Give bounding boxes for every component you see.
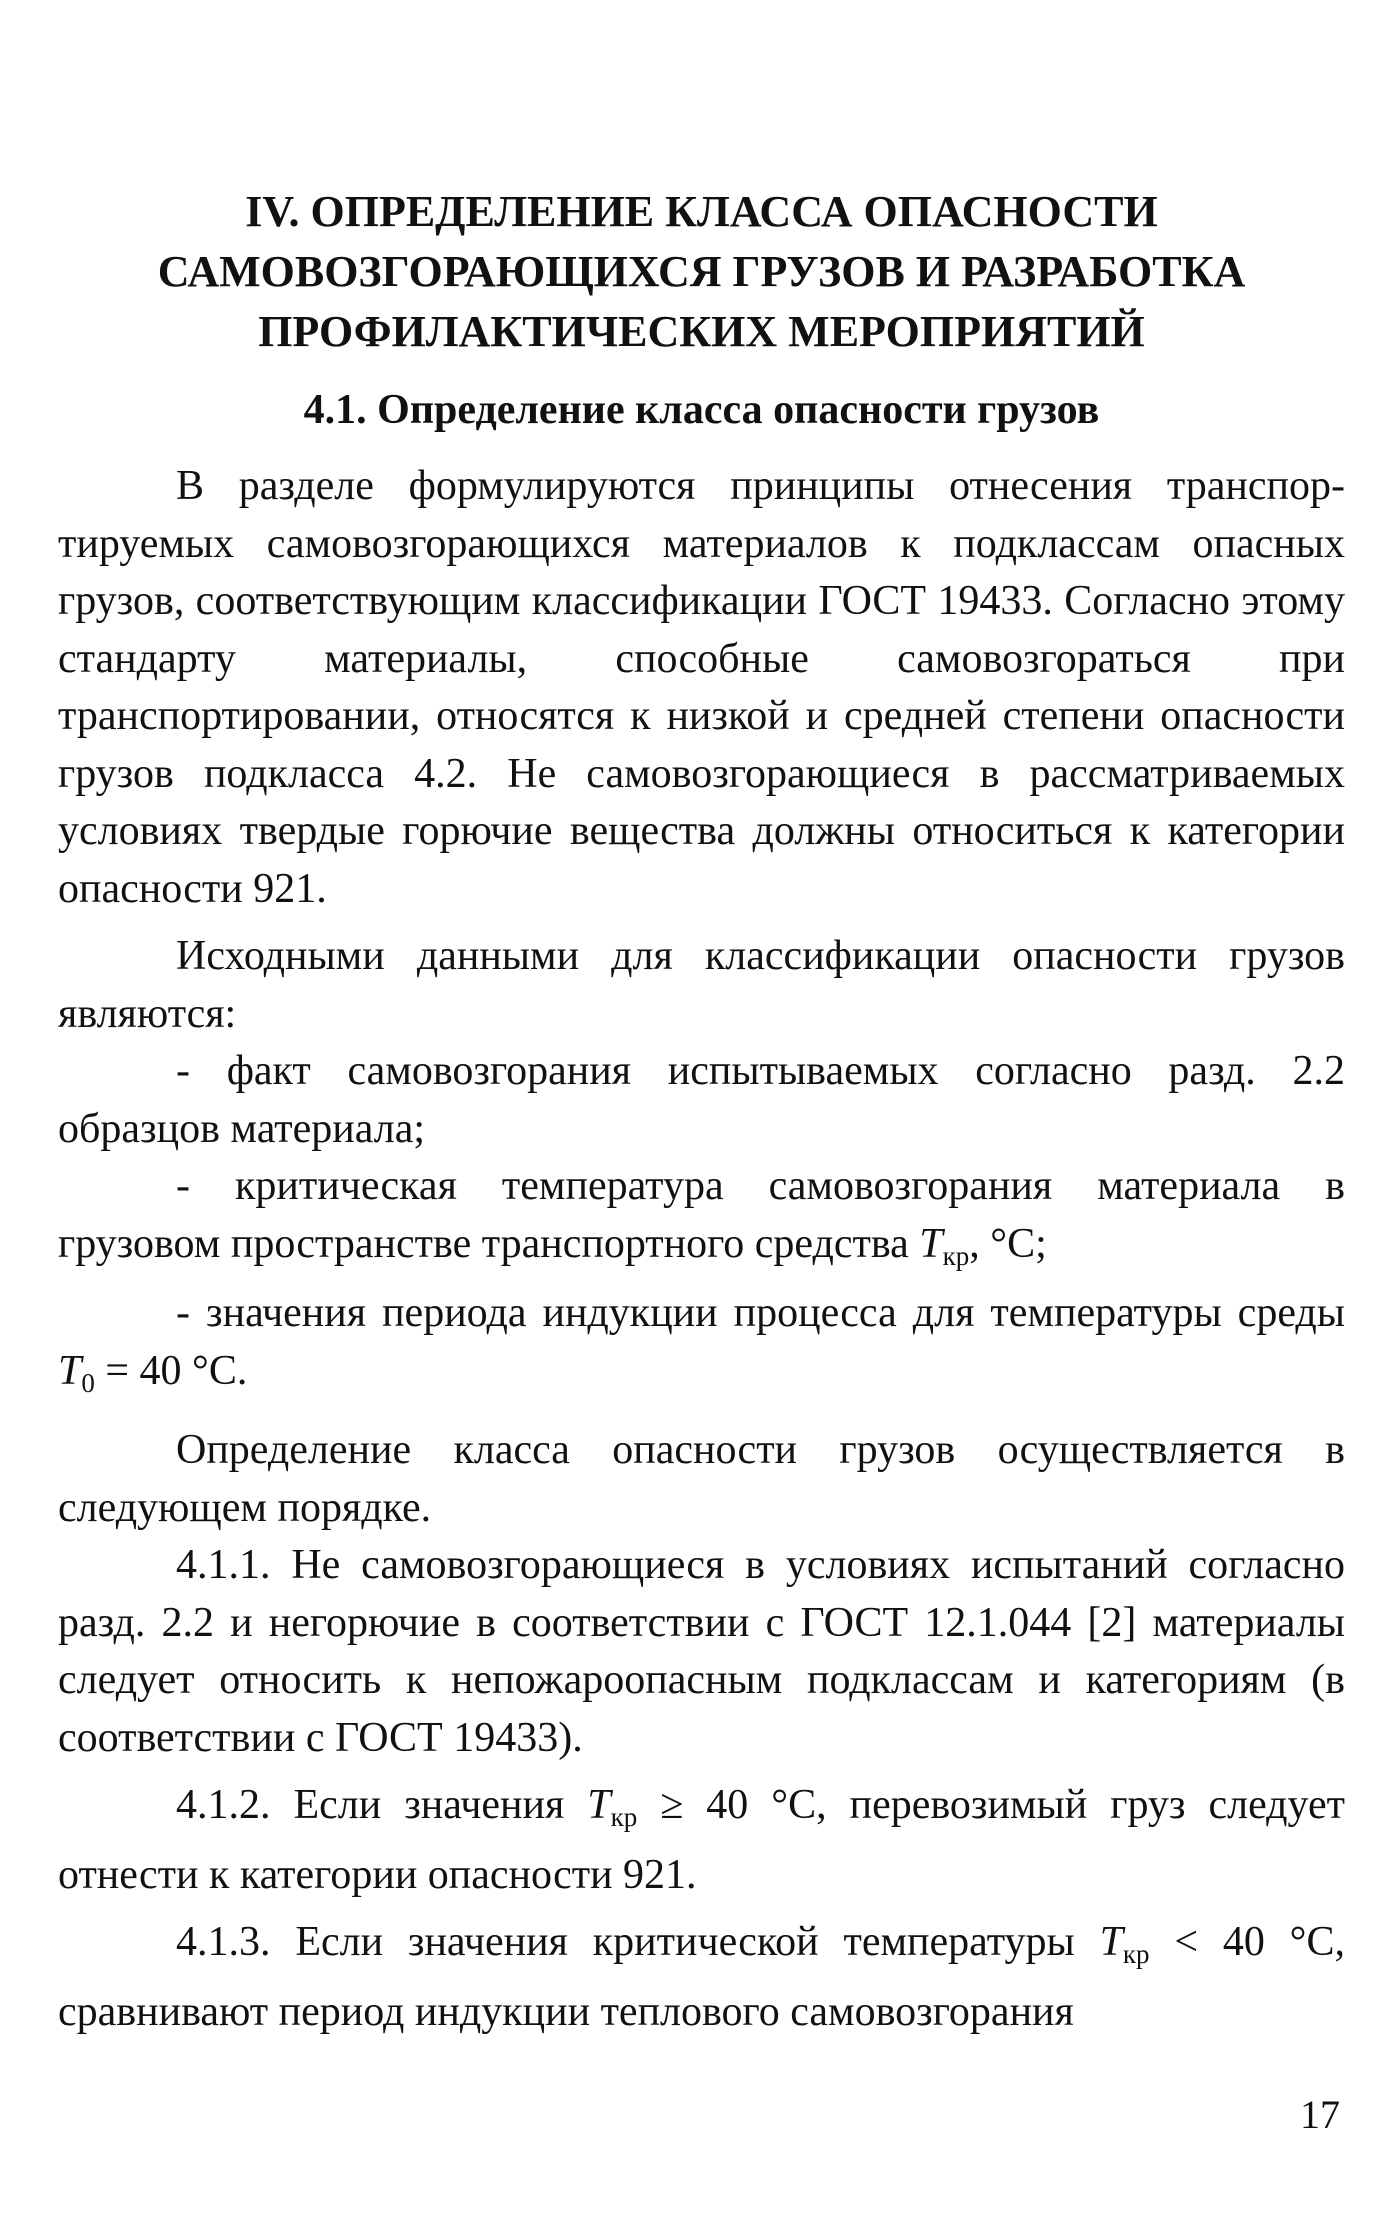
symbol-t: T	[1099, 1919, 1123, 1965]
list-item-critical-temperature: - критическая температура самовозгорания материала в грузовом пространстве транспортного средства $T_{кр}$, °С;	[58, 1163, 1345, 1271]
symbol-t: T	[58, 1347, 82, 1394]
subsection-heading: 4.1. Определение класса опасности грузов	[303, 387, 1100, 433]
subscript-kr: кр	[942, 1240, 970, 1271]
section-heading-line-1: IV. ОПРЕДЕЛЕНИЕ КЛАССА ОПАСНОСТИ	[245, 187, 1158, 236]
subscript-kr: кр	[610, 1802, 638, 1832]
section-heading-line-2: САМОВОЗГОРАЮЩИХСЯ ГРУЗОВ И РАЗРАБОТКА	[157, 247, 1246, 296]
paragraph-input-data: Исходными данными для классификации опасности грузов являются:	[58, 933, 1345, 1037]
symbol-t: T	[919, 1220, 943, 1267]
subscript-0: 0	[81, 1367, 95, 1398]
symbol-t: T	[587, 1782, 611, 1828]
paragraph-intro: В разделе формулируются принципы отнесения транспортируемых самовозгорающихся материалов к подклассам опасных грузов, соответствующим классификации ГОСТ 19433. Согласно этому стандарту материалы, способные самовозгораться при транспортировании, относятся к низкой и средней степени опасности грузов подкласса 4.2. Не самовозгорающиеся в рассматриваемых условиях твердые горючие вещества должны относиться к категории опасности 921.	[58, 463, 1345, 912]
page-number: 17	[1300, 2092, 1340, 2137]
section-heading-line-3: ПРОФИЛАКТИЧЕСКИХ МЕРОПРИЯТИЙ	[258, 307, 1145, 356]
body-text	[58, 458, 1345, 2051]
list-item-induction-period: - значения периода индукции процесса для температуры среды $T_0 = 40$ °С.	[58, 1290, 1345, 1398]
clause-4-1-1: 4.1.1. Не самовозгорающиеся в условиях испытаний согласно разд. 2.2 и негорючие в соответствии с ГОСТ 12.1.044 [2] материалы следует относить к непожароопасным подклассам и категориям (в соответствии с ГОСТ 19433).	[58, 1542, 1345, 1761]
list-item-self-ignition-fact: - факт самовозгорания испытываемых согласно разд. 2.2 образцов материала;	[58, 1048, 1345, 1152]
clause-4-1-3: 4.1.3. Если значения критической температуры $T_{кр} < 40$ °С, сравнивают период индукции теплового самовозгорания	[58, 1919, 1345, 2035]
clause-4-1-2: 4.1.2. Если значения $T_{кр} \ge 40$ °С, перевозимый груз следует отнести к категории опасности 921.	[58, 1782, 1345, 1898]
paragraph-procedure: Определение класса опасности грузов осуществляется в следующем порядке.	[58, 1427, 1345, 1531]
section-heading	[58, 182, 1345, 362]
subscript-kr: кр	[1122, 1939, 1150, 1969]
